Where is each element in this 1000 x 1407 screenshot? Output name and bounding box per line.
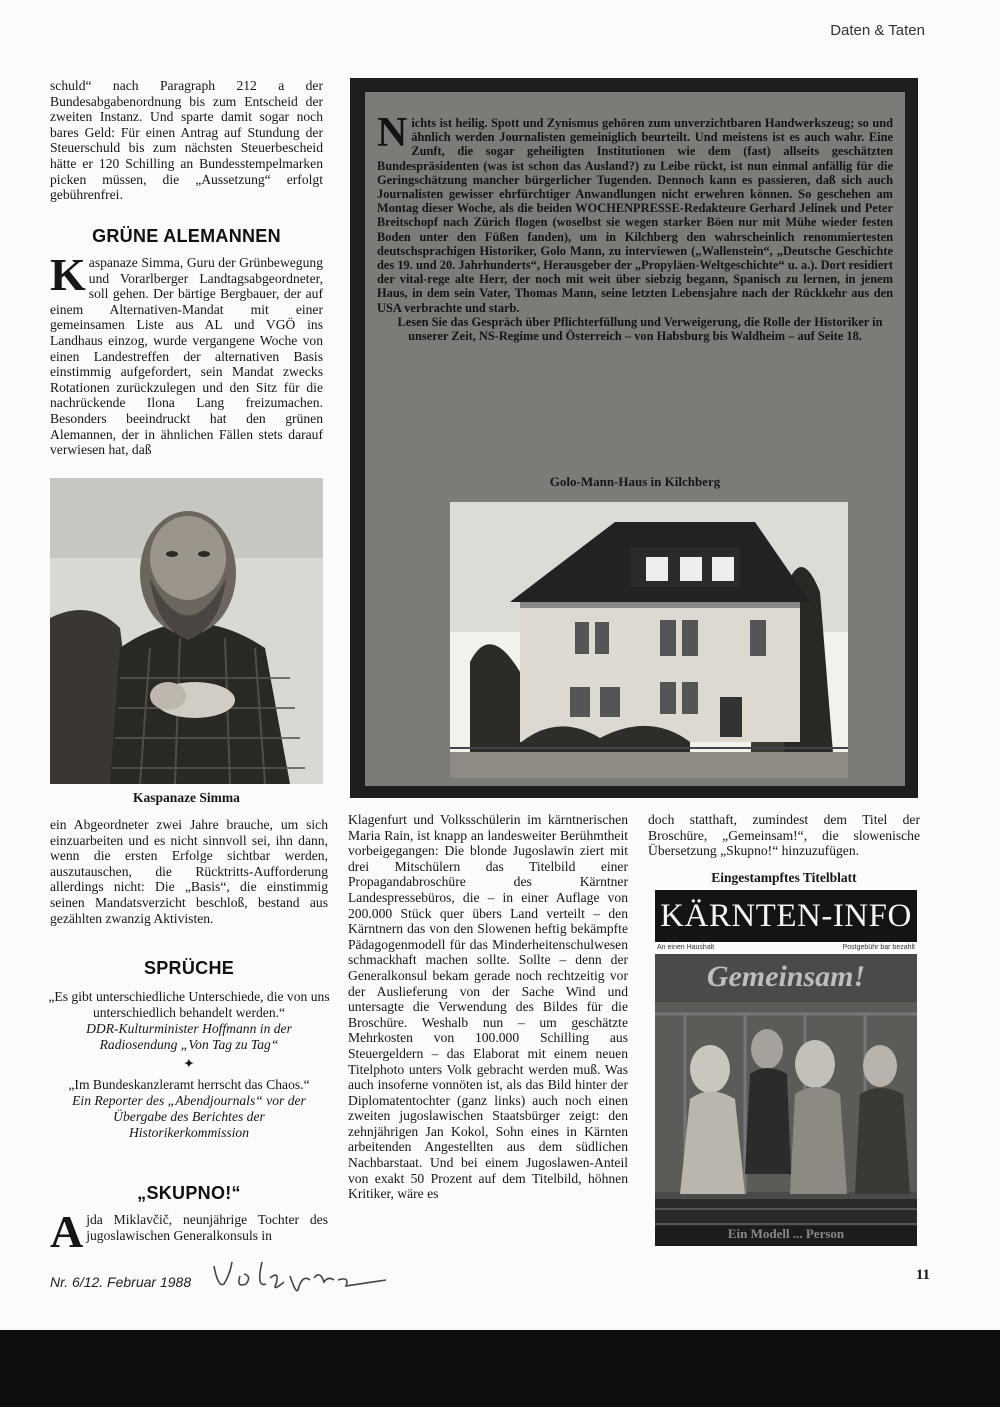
brochure-sub-right: Postgebühr bar bezahlt bbox=[842, 944, 915, 951]
quote-block-1 bbox=[48, 989, 330, 1053]
feature-paragraph-1: ichts ist heilig. Spott und Zynismus gehören zum unverzichtbaren Handwerkszeug; so und ähnlich werden Journalisten gemeiniglich beurteilt. Und meistens ist es auch wahr. Eine Zunft, die sogar geheiligten Institutionen wie dem (fast) allseits geschätzten Bundespräsidenten (was ist schon das Ausland?) zu Leibe rückt, ist nun einmal anfällig für die Geringschätzung mancher bürgerlicher Tugenden. Dennoch kann es passieren, daß sich auch Journalisten gewisser ehrfürchtiger Anwandlungen nicht erwehren können. So geschehen am Montag dieser Woche, als die beiden WOCHENPRESSE-Redakteure Gerhard Jelinek und Peter Breitschopf nach Zürich flogen (woselbst sie wegen starker Böen nur mit Mühe wieder festen Boden unter den Füßen fanden), um in Kilchberg den wahrscheinlich renommiertesten deutschsprachigen Historiker, Golo Mann, zu interviewen („Wallenstein“, „Deutsche Geschichte des 19. und 20. Jahrhunderts“, Herausgeber der „Propyläen-Weltgeschichte“ u. a.). Dort residiert der vital-rege alte Herr, der noch mit weit über siebzig begann, Spanisch zu lernen, in jenem Haus, in dem sein Vater, Thomas Mann, seine letzten Lebensjahre nach der Rückkehr aus den USA verbrachte und starb. bbox=[377, 116, 893, 315]
heading-skupno: „SKUPNO!“ bbox=[137, 1183, 241, 1203]
brochure-banner: Gemeinsam! bbox=[706, 960, 866, 993]
page-number: 11 bbox=[915, 1267, 930, 1283]
brochure-kaernten-info bbox=[655, 890, 917, 1246]
caption-titelblatt: Eingestampftes Titelblatt bbox=[711, 870, 857, 885]
feature-paragraph-2: Lesen Sie das Gespräch über Pflichterfüllung und Verweigerung, die Rolle der Historiker in unserer Zeit, NS-Regime und Österreich – von Habsburg bis Waldheim – auf Seite 18. bbox=[397, 314, 883, 344]
heading-gruene-alemannen: GRÜNE ALEMANNEN bbox=[92, 226, 281, 246]
paragraph-steuer: schuld“ nach Paragraph 212 a der Bundesabgabenordnung bis zum Entscheid der zweiten Instanz. Und sparte damit sogar noch bares Geld: Für einen Antrag auf Stundung der Steuerschuld bis zum nächsten Steuerbescheid hätte er 120 Schilling an Bundesstempelmarken picken müssen, die „Aussetzung“ erfolgt gebührenfrei. bbox=[50, 78, 323, 203]
paragraph-gruene: aspanaze Simma, Guru der Grünbewegung und Vorarlberger Landtagsabgeordneter, soll gehen. Der bärtige Bergbauer, der auf einem Alternativen-Mandat mit einer gemeinsamen Liste aus AL und VGÖ ins Landhaus einzog, wurde vergangene Woche von einen Landestreffen der alternativen Basis einstimmig aufgefordert, sein Mandat zwecks Rotationen zurückzulegen und den Sitz für die nachrückende Ilona Lang freizumachen. Besonders beeindruckt hat den grünen Alemannen, der in ähnlichen Fällen stets darauf verwiesen hat, daß bbox=[50, 255, 323, 458]
photo-kaspanaze-simma bbox=[50, 478, 323, 784]
issue-date: Nr. 6/12. Februar 1988 bbox=[50, 1274, 192, 1290]
paragraph-gruene-2: ein Abgeordneter zwei Jahre brauche, um sich einzuarbeiten und es nicht sinnvoll sei, ihn dann, wenn die ersten Erfolge sichtbar werden, auszutauschen, die Rücktritts-Aufforderung allerdings nicht: Die „Basis“, die einstimmig seinen Mandatsverzicht beschloß, bestand aus gezählten zwanzig Aktivisten. bbox=[50, 817, 328, 926]
quote-1-source: DDR-Kulturminister Hoffmann in der Radiosendung „Von Tag zu Tag“ bbox=[86, 1021, 292, 1052]
feature-dropcap: N bbox=[377, 110, 408, 156]
paragraph-skupno-1: jda Miklavčič, neunjährige Tochter des jugoslawischen Generalkonsuls in bbox=[86, 1212, 328, 1243]
quote-separator: ✦ bbox=[183, 1056, 195, 1071]
article-gruene-continued bbox=[50, 817, 328, 926]
brochure-title: KÄRNTEN-INFO bbox=[655, 890, 917, 942]
brochure-sub-left: An einen Haushalt bbox=[657, 944, 715, 951]
caption-golo-mann-haus: Golo-Mann-Haus in Kilchberg bbox=[549, 474, 721, 489]
dropcap-a: A bbox=[50, 1206, 84, 1257]
photo-golo-mann-haus bbox=[450, 502, 848, 778]
house-illustration bbox=[450, 502, 848, 778]
handwritten-signature bbox=[210, 1254, 390, 1298]
article-gruene-alemannen bbox=[50, 249, 323, 458]
portrait-illustration bbox=[50, 478, 323, 784]
quote-2-source: Ein Reporter des „Abendjournals“ vor der Übergabe des Berichtes der Historikerkommission bbox=[72, 1093, 306, 1140]
article-column-1-top bbox=[50, 78, 323, 203]
feature-box-text bbox=[377, 110, 893, 344]
feature-box-inner bbox=[365, 92, 905, 786]
children-illustration bbox=[655, 954, 917, 1246]
brochure-bottom-text: Ein Modell ... Person bbox=[727, 1226, 845, 1241]
article-skupno-column-3 bbox=[648, 812, 920, 859]
article-skupno-column-2 bbox=[348, 812, 628, 1202]
caption-kaspanaze-simma: Kaspanaze Simma bbox=[133, 790, 240, 805]
section-title: Daten & Taten bbox=[830, 22, 925, 39]
article-skupno-start bbox=[50, 1206, 328, 1257]
dropcap-k: K bbox=[50, 249, 86, 300]
feature-box-golo-mann bbox=[350, 78, 918, 798]
paragraph-skupno-3: doch statthaft, zumindest dem Titel der Broschüre, „Gemeinsam!“, die slowenische Übersetzung „Skupno!“ hinzuzufügen. bbox=[648, 812, 920, 859]
brochure-photo bbox=[655, 954, 917, 1246]
quote-2: „Im Bundeskanzleramt herrscht das Chaos.“ bbox=[68, 1077, 310, 1092]
quote-block-2 bbox=[60, 1077, 318, 1141]
scan-bottom-edge bbox=[0, 1330, 1000, 1407]
paragraph-skupno-2: Klagenfurt und Volksschülerin im kärntnerischen Maria Rain, ist knapp an landesweiter Berühmtheit vorbeigegangen: Die blonde Jugoslawin ziert mit drei Mitschülern das Titelbild einer Propagandabroschüre des Kärntner Landespressebüros, die – in einer Auflage von 200.000 Stück quer übers Land verteilt – den Kärntnern das von den Slowenen heftig bekämpfte Pädagogenmodell für das Minderheitenschulwesen schmackhaft machen sollte. Sollte – denn der Generalkonsul bekam gerade noch rechtzeitig vor der Auslieferung von der Sache Wind und untersagte die Verwendung des Bildes für die Broschüre. Weshalb nun – um geschätzte Mehrkosten von 100.000 Schilling aus Steuergeldern – das Elaborat mit einem neuen Titelphoto unters Volk gebracht werden muß. Was auch insoferne vonnöten ist, als das Bild hinter der Diplomatentochter (ganz links) auch noch einen zweiten jugoslawischen Staatsbürger zeigt: den zehnjährigen Jan Kokol, Sohn eines in Kärnten arbeitenden Angestellten aus dem südlichen Nachbarstaat. Und bei einem Jugoslawen-Anteil von exakt 50 Prozent auf dem Titelbild, höhnen Kritiker, wäre es bbox=[348, 812, 628, 1202]
heading-sprueche: SPRÜCHE bbox=[143, 958, 235, 978]
quote-1: „Es gibt unterschiedliche Unterschiede, die von uns unterschiedlich behandelt werden.“ bbox=[48, 989, 330, 1020]
